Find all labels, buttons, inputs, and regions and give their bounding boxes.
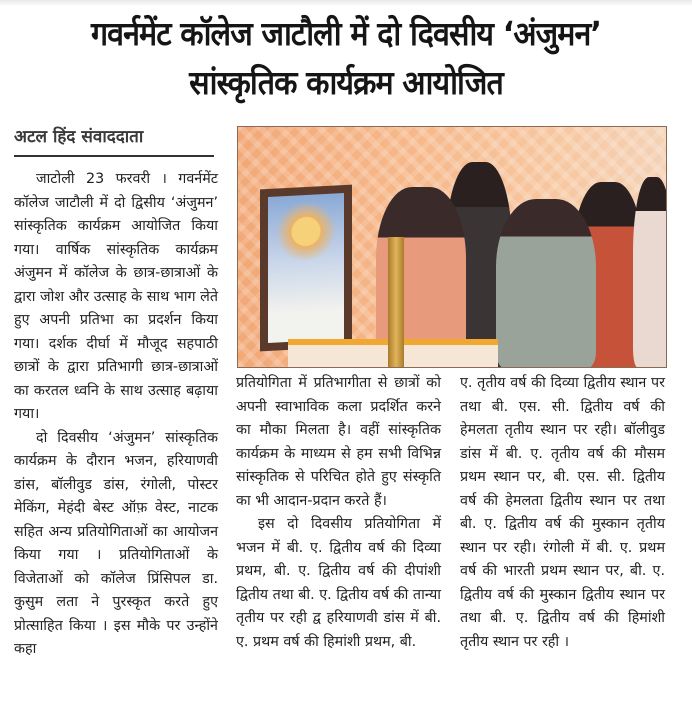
article-column-3 (460, 372, 665, 654)
paragraph: दो दिवसीय ‘अंजुमन’ सांस्कृतिक कार्यक्रम के दौरान भजन, हरियाणवी डांस, बॉलीवुड डांस, रंगोली, पोस्टर मेकिंग, मेहंदी बेस्ट ऑफ़ वेस्ट, नाटक सहित अन्य प्रतियोगिताओं का आयोजन किया गया । प्रतियोगिताओं के विजेताओं को कॉलेज प्रिंसिपल डा. कुसुम लता ने पुरस्कृत करते हुए प्रोत्साहित किया । इस मौके पर उन्होंने कहा (14, 429, 218, 657)
paragraph: जाटोली 23 फरवरी । गवर्नमेंट कॉलेज जाटौली में दो द्विसीय ‘अंजुमन’ सांस्कृतिक कार्यक्रम आयोजित किया गया। वार्षिक सांस्कृतिक कार्यक्रम अंजुमन में कॉलेज के छात्र-छात्राओं के द्वारा जोश और उत्साह के साथ भाग लेते हुए अपनी प्रतिभा का प्रदर्शन किया गया। दर्शक दीर्घा में मौजूद सहपाठी छात्रों के द्वारा प्रतिभागी छात्र-छात्राओं का करतल ध्वनि के साथ उत्साह बढ़ाया गया। (14, 171, 218, 422)
paragraph: ए. तृतीय वर्ष की दिव्या द्वितीय स्थान पर तथा बी. एस. सी. द्वितीय वर्ष की हेमलता तृतीय स्थान पर रही। बॉलीवुड डांस में बी. ए. तृतीय वर्ष की मौसम प्रथम स्थान पर, बी. एस. सी. द्वितीय वर्ष की हेमलता द्वितीय स्थान पर तथा बी. ए. द्वितीय वर्ष की मुस्कान तृतीय स्थान पर रही। रंगोली में बी. ए. प्रथम वर्ष की भारती प्रथम स्थान पर, बी. ए. द्वितीय वर्ष की मुस्कान द्वितीय स्थान पर तथा बी. ए. द्वितीय वर्ष की हिमांशी तृतीय स्थान पर रही । (460, 375, 665, 650)
byline: अटल हिंद संवाददाता (14, 124, 214, 157)
event-photo (237, 126, 667, 368)
article-column-1 (14, 168, 218, 662)
person (633, 177, 667, 367)
article-column-2 (236, 372, 441, 654)
paragraph: प्रतियोगिता में प्रतिभागीता से छात्रों को अपनी स्वाभाविक कला प्रदर्शित करने का मौका मिलता है। वहीं सांस्कृतिक कार्यक्रम के माध्यम से हम सभी विभिन्न सांस्कृतिक से परिचित होते हुए संस्कृति का भी आदान-प्रदान करते हैं। (236, 375, 441, 509)
headline-line-2: सांस्कृतिक कार्यक्रम आयोजित (189, 63, 503, 102)
paragraph: इस दो दिवसीय प्रतियोगिता में भजन में बी. ए. द्वितीय वर्ष की दिव्या प्रथम, बी. ए. द्वितीय वर्ष की दीपांशी द्वितीय तथा बी. ए. द्वितीय वर्ष की तान्या तृतीय पर रही द्व हरियाणवी डांस में बी. ए. प्रथम वर्ष की हिमांशी प्रथम, बी. (236, 516, 441, 650)
previous-page-edge (0, 0, 692, 6)
headline-line-1: गवर्नमेंट कॉलेज जाटौली में दो दिवसीय ‘अंजुमन’ (90, 14, 602, 53)
lamp-icon (388, 237, 404, 367)
saraswati-portrait (260, 185, 352, 352)
person (496, 199, 596, 368)
headline (0, 10, 692, 108)
adjacent-column-edge (684, 118, 692, 718)
